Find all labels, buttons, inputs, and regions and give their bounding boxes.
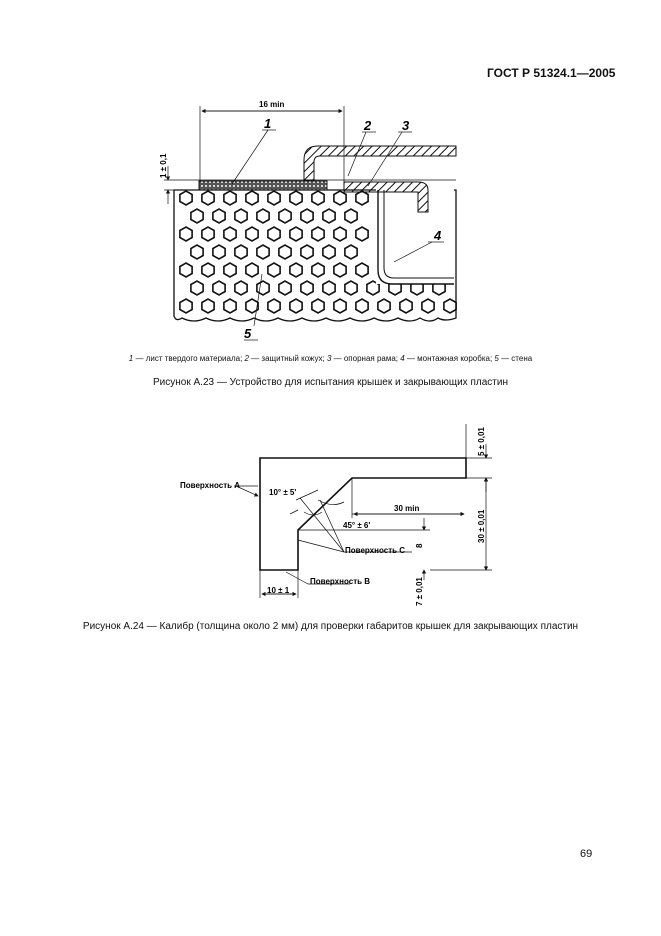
- dim-30min-label: 30 min: [394, 504, 420, 513]
- figure-a24-caption: Рисунок А.24 — Калибр (толщина около 2 мм) для проверки габаритов крышек для закрывающих пластин: [82, 621, 579, 632]
- figure-a23-legend: [0, 354, 661, 363]
- dim-10-label: 10 ± 1: [267, 586, 290, 595]
- dim-16-label: 16 min: [259, 100, 285, 109]
- mounting-box: [376, 188, 454, 284]
- callout-5: 5: [244, 326, 252, 341]
- legend-num-4: 4: [400, 354, 405, 363]
- legend-text-1: — лист твердого материала;: [133, 354, 245, 363]
- dimension-16min: [200, 100, 344, 182]
- legend-num-2: 2: [244, 354, 249, 363]
- callout-1: 1: [264, 116, 272, 131]
- surface-c-label: Поверхность С: [345, 546, 406, 555]
- legend-text-4: — монтажная коробка;: [404, 354, 495, 363]
- surface-a-label: Поверхность А: [180, 481, 241, 490]
- figure-a23-caption: Рисунок А.23 — Устройство для испытания крышек и закрывающих пластин: [153, 377, 508, 388]
- dim-8-label: 8: [415, 543, 424, 548]
- protective-cover: [304, 146, 456, 180]
- legend-text-2: — защитный кожух;: [248, 354, 327, 363]
- dim-1-label: 1 ± 0,1: [159, 153, 168, 178]
- dim-30-label: 30 ± 0,01: [477, 509, 486, 543]
- dim-7-label: 7 ± 0,01: [415, 577, 424, 606]
- callout-4: 4: [434, 228, 442, 243]
- surface-b-label: Поверхность В: [310, 577, 371, 586]
- legend-num-5: 5: [494, 354, 499, 363]
- legend-text-3: — опорная рама;: [331, 354, 401, 363]
- angle-45-label: 45° ± 6': [343, 521, 371, 530]
- dimension-1: [159, 153, 168, 204]
- callout-2: 2: [364, 118, 372, 133]
- hard-sheet: [199, 181, 327, 190]
- legend-num-3: 3: [326, 354, 332, 363]
- page-number: 69: [580, 848, 593, 860]
- legend-text-5: — стена: [498, 354, 533, 363]
- angle-10-label: 10° ± 5': [269, 488, 297, 497]
- callout-3: 3: [402, 118, 410, 133]
- legend-num-1: 1: [128, 354, 134, 363]
- dim-5-label: 5 ± 0,01: [477, 427, 486, 456]
- document-header: ГОСТ Р 51324.1—2005: [487, 66, 616, 80]
- gauge-drawing: [180, 424, 492, 606]
